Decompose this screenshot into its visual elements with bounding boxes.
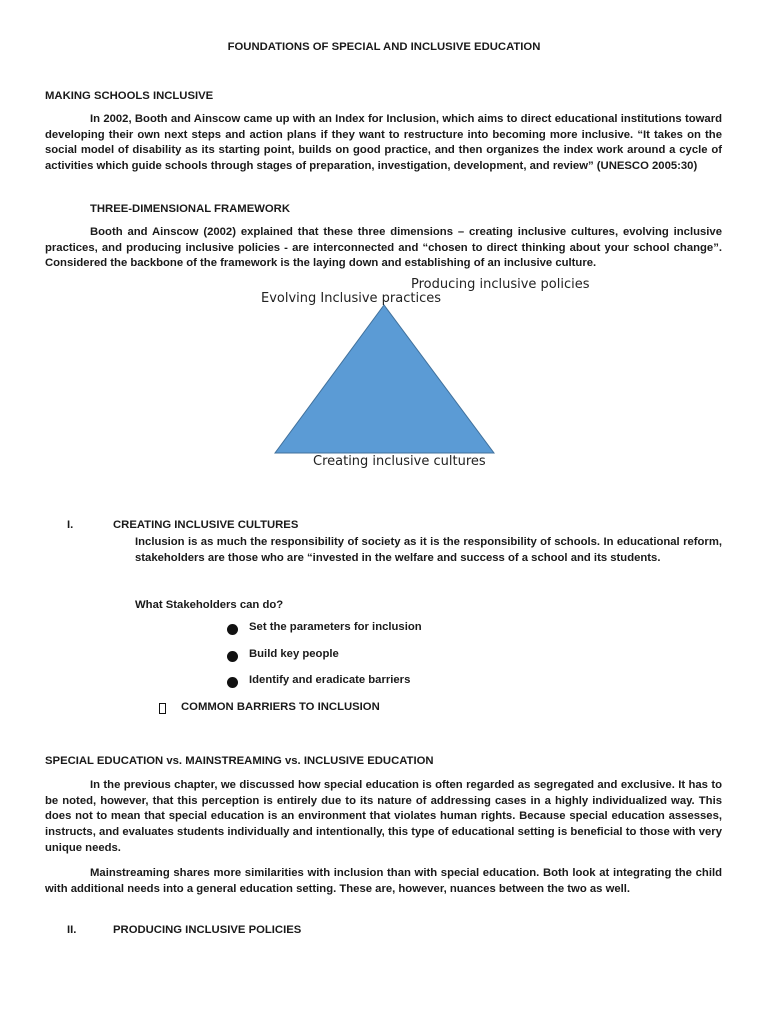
heading-three-dimensional-framework: THREE-DIMENSIONAL FRAMEWORK [90, 203, 290, 215]
diagram-label-producing-policies: Producing inclusive policies [411, 277, 590, 292]
framework-triangle-diagram [270, 300, 500, 460]
paragraph-mainstreaming: Mainstreaming shares more similarities with inclusion than with special education. Both look at integrating the child with additional needs into a general education setting. These are, however, nuances between the two as well. [45, 867, 722, 895]
subitem-common-barriers: COMMON BARRIERS TO INCLUSION [181, 701, 380, 713]
paragraph-stakeholders: Inclusion is as much the responsibility of society as it is the responsibility of schools. In educational reform, stakeholders are those who are “invested in the welfare and success of a school and its students. [135, 536, 722, 564]
diagram-label-creating-cultures: Creating inclusive cultures [313, 454, 486, 469]
paragraph-index-for-inclusion: In 2002, Booth and Ainscow came up with an Index for Inclusion, which aims to direct educational institutions toward developing their own next steps and action plans if they want to restructure into becoming more inclusive. “It takes on the social model of disability as its starting point, builds on good practice, and then organizes the index work around a cycle of activities which guide schools through stages of preparation, investigation, development, and review” (UNESCO 2005:30) [45, 113, 722, 173]
checkbox-icon [159, 703, 166, 714]
section-1-title: CREATING INCLUSIVE CULTURES [113, 519, 299, 531]
section-1-number: I. [67, 519, 74, 531]
paragraph-special-education: In the previous chapter, we discussed how special education is often regarded as segregated and exclusive. It has to be noted, however, that this perception is entirely due to its nature of addressing cases in a highly individualized way. This does not to mean that special education is an environment that violates human rights. Because special education assesses, instructs, and evaluates students individually and intentionally, this type of educational setting is beneficial to those with very unique needs. [45, 779, 722, 854]
diagram-label-evolving-practices: Evolving Inclusive practices [261, 291, 442, 306]
page-title: FOUNDATIONS OF SPECIAL AND INCLUSIVE EDUCATION [227, 41, 541, 53]
heading-making-schools-inclusive: MAKING SCHOOLS INCLUSIVE [45, 90, 214, 102]
section-2-title: PRODUCING INCLUSIVE POLICIES [113, 924, 302, 936]
bullet-icon [227, 651, 238, 662]
bullet-icon [227, 677, 238, 688]
bullet-icon [227, 624, 238, 635]
heading-special-vs-mainstreaming: SPECIAL EDUCATION vs. MAINSTREAMING vs. INCLUSIVE EDUCATION [45, 755, 434, 767]
bullet-item-barriers: Identify and eradicate barriers [249, 674, 411, 686]
stakeholders-question: What Stakeholders can do? [135, 599, 284, 611]
bullet-item-parameters: Set the parameters for inclusion [249, 621, 422, 633]
triangle-shape [275, 305, 494, 453]
bullet-item-key-people: Build key people [249, 648, 339, 660]
section-2-number: II. [67, 924, 77, 936]
paragraph-three-dimensions: Booth and Ainscow (2002) explained that these three dimensions – creating inclusive cultures, evolving inclusive practices, and producing inclusive policies - are interconnected and “chosen to direct thinking about your school change”. Considered the backbone of the framework is the laying down and establishing of an inclusive culture. [45, 226, 722, 270]
